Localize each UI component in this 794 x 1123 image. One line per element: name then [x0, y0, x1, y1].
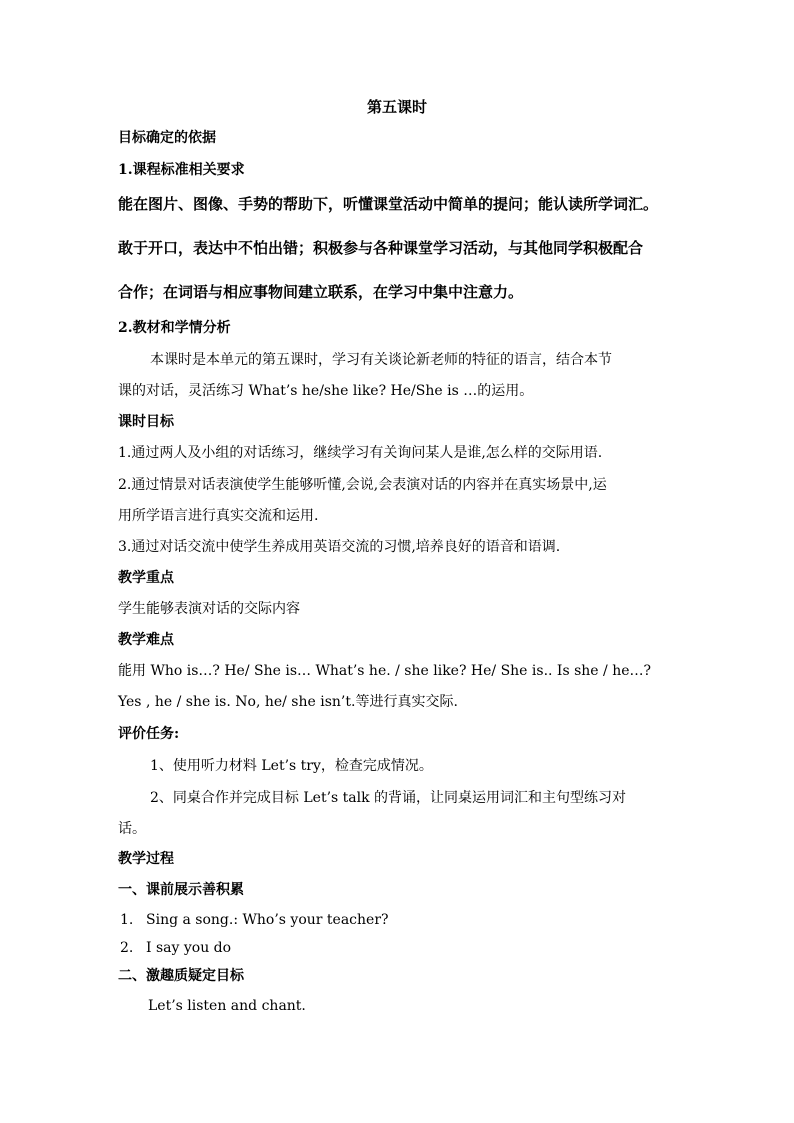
section-heading-difficulties: 教学难点 [118, 632, 174, 648]
difficulties-line-2: Yes , he / she is. No, he/ she isn’t.等进行真实交际. [118, 694, 458, 710]
list-item-text: I say you do [146, 940, 232, 956]
evaluation-item-2-line-1: 2、同桌合作并完成目标 Let’s talk 的背诵，让同桌运用词汇和主句型练习对 [150, 790, 627, 806]
section-heading-key-points: 教学重点 [118, 570, 174, 586]
section-heading-process: 教学过程 [118, 851, 174, 867]
difficulties-line-1: 能用 Who is…? He/ She is… What’s he. / she like? He/ She is.. Is she / he…? [118, 663, 652, 679]
subheading-analysis: 2.教材和学情分析 [118, 320, 231, 336]
part-2-text: Let’s listen and chant. [148, 998, 306, 1014]
list-item [120, 938, 754, 958]
evaluation-item-2-line-2: 话。 [118, 821, 146, 837]
section-heading-basis: 目标确定的依据 [118, 130, 216, 146]
subheading-curriculum: 1.课程标准相关要求 [118, 162, 245, 178]
goal-3: 3.通过对话交流中使学生养成用英语交流的习惯,培养良好的语音和语调. [118, 539, 561, 555]
standard-line-3: 合作；在词语与相应事物间建立联系，在学习中集中注意力。 [118, 283, 524, 301]
goal-2-line-1: 2.通过情景对话表演使学生能够听懂,会说,会表演对话的内容并在真实场景中,运 [118, 477, 607, 493]
list-item-number: 2. [120, 940, 134, 956]
goal-1: 1.通过两人及小组的对话练习，继续学习有关询问某人是谁,怎么样的交际用语. [118, 445, 603, 461]
list-item [120, 910, 754, 930]
page-title: 第五课时 [366, 98, 427, 116]
part-1-heading: 一、课前展示善积累 [118, 882, 244, 898]
section-heading-goals: 课时目标 [118, 414, 174, 430]
analysis-line-1: 本课时是本单元的第五课时，学习有关谈论新老师的特征的语言，结合本节 [150, 352, 612, 368]
evaluation-item-1: 1、使用听力材料 Let’s try，检查完成情况。 [150, 758, 433, 774]
goal-2-line-2: 用所学语言进行真实交流和运用. [118, 508, 319, 524]
key-points-text: 学生能够表演对话的交际内容 [118, 601, 300, 617]
analysis-line-2: 课的对话，灵活练习 What’s he/she like? He/She is …的运用。 [118, 383, 534, 399]
part-2-heading: 二、激趣质疑定目标 [118, 968, 244, 984]
standard-line-1: 能在图片、图像、手势的帮助下，听懂课堂活动中简单的提问；能认读所学词汇。 [118, 195, 659, 213]
list-item-text: Sing a song.: Who’s your teacher? [146, 912, 389, 928]
section-heading-evaluation: 评价任务: [118, 726, 180, 742]
list-item-number: 1. [120, 912, 134, 928]
standard-line-2: 敢于开口，表达中不怕出错；积极参与各种课堂学习活动，与其他同学积极配合 [118, 239, 644, 257]
